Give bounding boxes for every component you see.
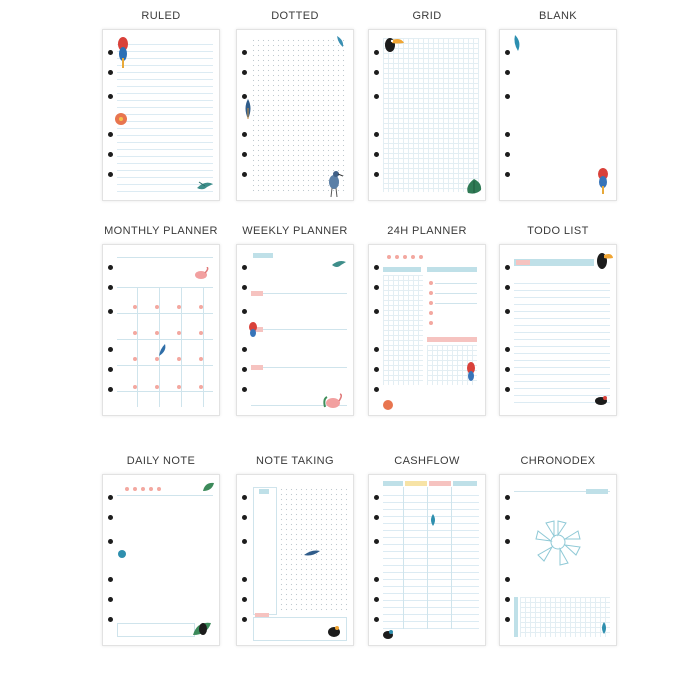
feather-icon bbox=[600, 621, 608, 635]
feather-icon bbox=[303, 549, 321, 557]
feather-icon bbox=[512, 34, 522, 52]
chronodex-page[interactable] bbox=[499, 474, 617, 646]
cashflow-page[interactable] bbox=[368, 474, 486, 646]
weekly-planner-page[interactable] bbox=[236, 244, 354, 416]
parrot-icon bbox=[465, 361, 477, 383]
template-label: CASHFLOW bbox=[394, 455, 460, 467]
punch-holes bbox=[374, 30, 380, 200]
bird-icon bbox=[381, 627, 395, 641]
hour-grid bbox=[383, 275, 423, 385]
feather-icon bbox=[429, 513, 437, 527]
toucan-icon bbox=[191, 617, 213, 639]
toucan-icon bbox=[383, 34, 405, 54]
blank-page[interactable] bbox=[499, 29, 617, 201]
template-label: DAILY NOTE bbox=[126, 455, 196, 467]
cashflow-rows bbox=[383, 489, 479, 631]
flower-icon bbox=[117, 549, 127, 559]
feather-icon bbox=[243, 98, 253, 120]
24h-planner-page[interactable] bbox=[368, 244, 486, 416]
bird-icon bbox=[592, 393, 610, 407]
template-label: RULED bbox=[141, 10, 181, 22]
hummingbird-icon bbox=[195, 178, 215, 192]
leaf-icon bbox=[201, 481, 215, 493]
template-label: GRID bbox=[412, 10, 442, 22]
feather-icon bbox=[335, 34, 345, 48]
punch-holes bbox=[505, 30, 511, 200]
ruled-lines bbox=[117, 38, 213, 192]
cue-column bbox=[253, 487, 277, 615]
chronodex-grid bbox=[520, 597, 610, 637]
daily-note-page[interactable] bbox=[102, 474, 220, 646]
parrot-icon bbox=[247, 321, 259, 337]
monthly-planner-page[interactable] bbox=[102, 244, 220, 416]
todo-list-page[interactable] bbox=[499, 244, 617, 416]
todo-lines bbox=[514, 277, 610, 407]
grid-pattern bbox=[383, 38, 479, 192]
punch-holes bbox=[242, 475, 248, 645]
note-taking-page[interactable] bbox=[236, 474, 354, 646]
heron-icon bbox=[325, 170, 343, 198]
punch-holes bbox=[374, 475, 380, 645]
dotted-pattern bbox=[251, 38, 347, 192]
flower-icon bbox=[113, 112, 129, 126]
parrot-icon bbox=[596, 166, 610, 194]
template-label: NOTE TAKING bbox=[256, 455, 334, 467]
template-label: DOTTED bbox=[271, 10, 319, 22]
template-label: TODO LIST bbox=[527, 225, 589, 237]
hummingbird-icon bbox=[331, 257, 347, 271]
chronodex-wheel bbox=[530, 517, 586, 567]
punch-holes bbox=[505, 245, 511, 415]
flamingo-icon bbox=[191, 267, 211, 283]
punch-holes bbox=[505, 475, 511, 645]
template-label: BLANK bbox=[538, 10, 578, 22]
template-label: WEEKLY PLANNER bbox=[242, 225, 348, 237]
toucan-icon bbox=[594, 249, 614, 271]
template-label: CHRONODEX bbox=[520, 455, 596, 467]
punch-holes bbox=[108, 245, 114, 415]
punch-holes bbox=[108, 475, 114, 645]
flamingo-icon bbox=[321, 393, 345, 411]
parrot-icon bbox=[115, 34, 131, 68]
ruled-page[interactable] bbox=[102, 29, 220, 201]
monstera-leaf-icon bbox=[465, 178, 483, 196]
template-label: 24H PLANNER bbox=[387, 225, 467, 237]
feather-icon bbox=[157, 343, 167, 357]
flower-icon bbox=[381, 399, 395, 411]
punch-holes bbox=[374, 245, 380, 415]
grid-page[interactable] bbox=[368, 29, 486, 201]
dotted-page[interactable] bbox=[236, 29, 354, 201]
bird-icon bbox=[325, 623, 343, 639]
template-label: MONTHLY PLANNER bbox=[104, 225, 218, 237]
